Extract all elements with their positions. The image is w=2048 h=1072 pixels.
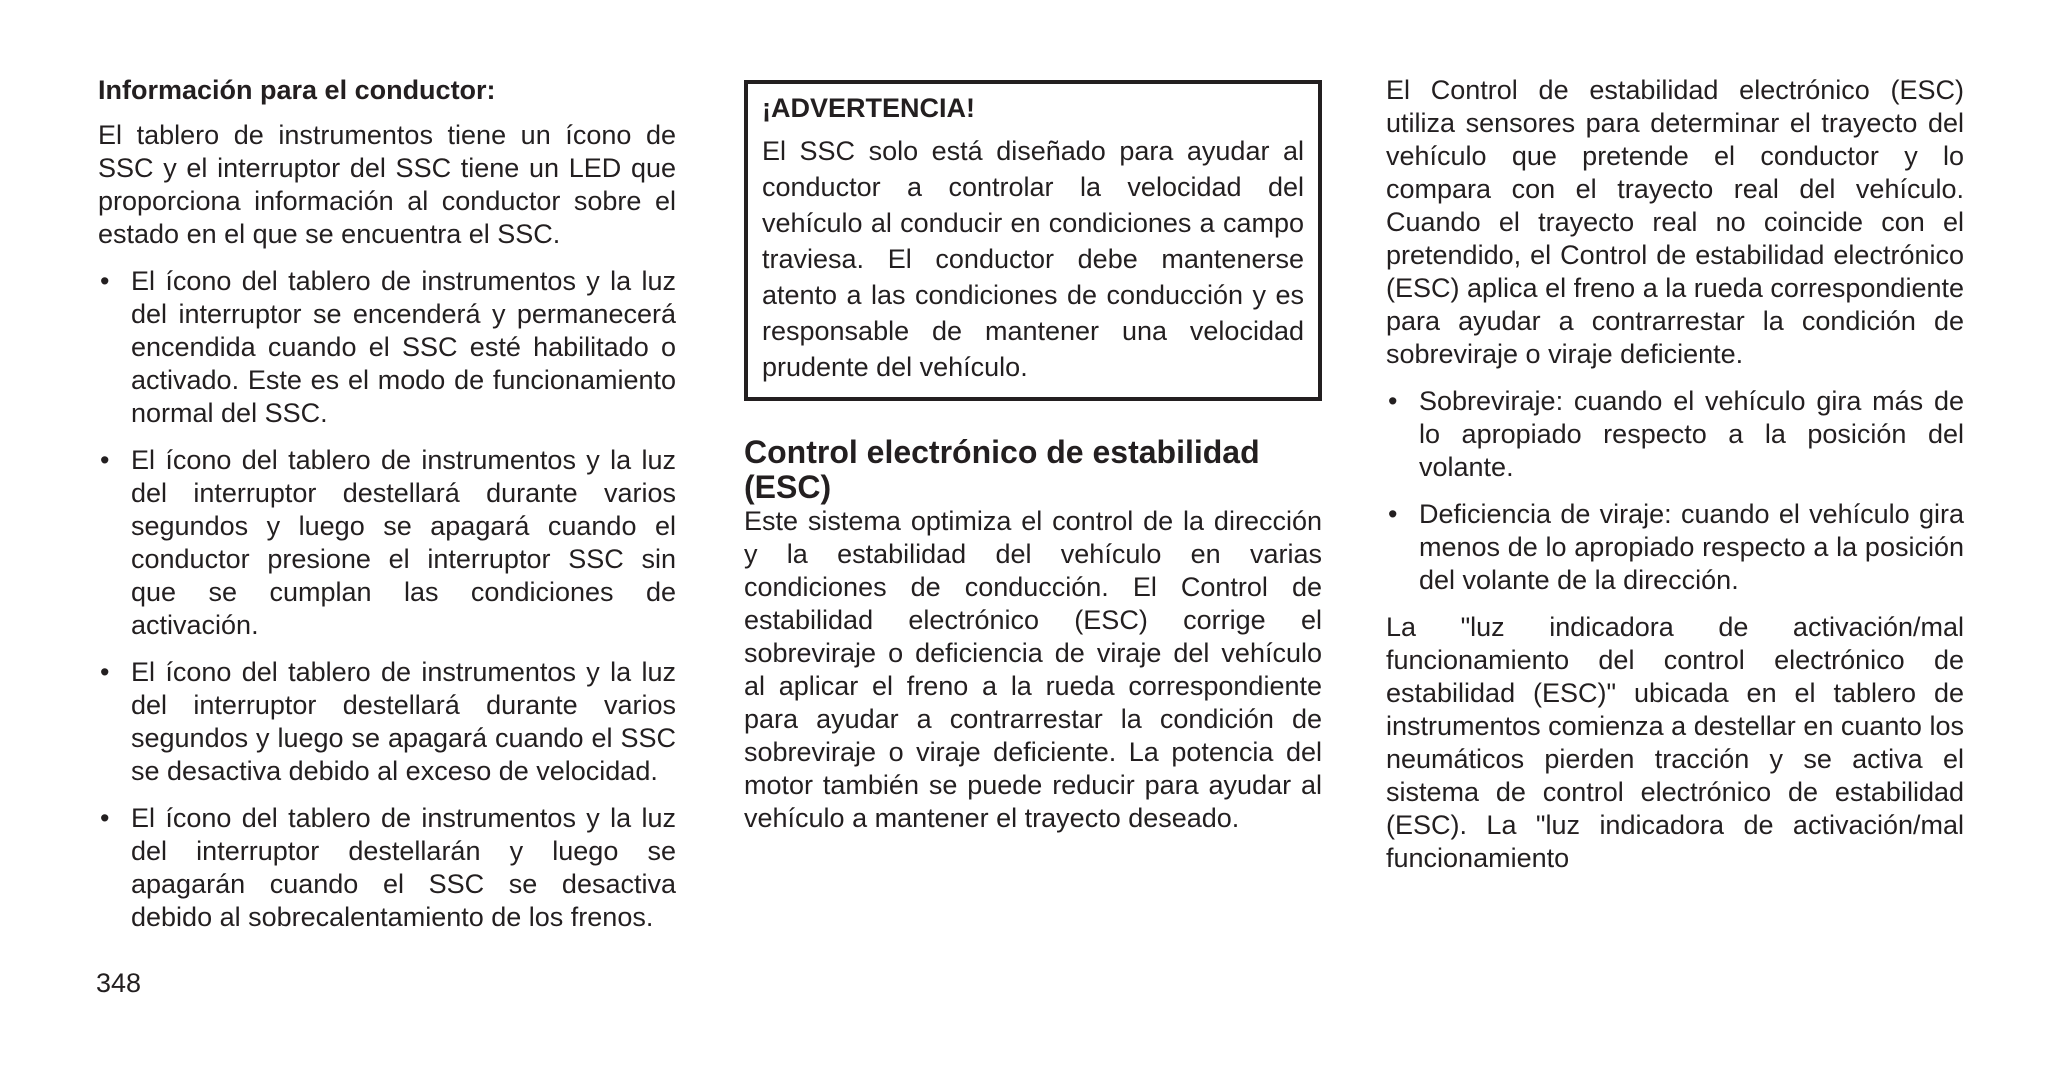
left-column xyxy=(98,74,676,948)
list-item-text: El ícono del tablero de instrumentos y la luz del interruptor destellará durante varios segundos y luego se apagará cuando el SSC se desactiva debido al exceso de velocidad. xyxy=(131,657,676,786)
list-item-text: El ícono del tablero de instrumentos y la luz del interruptor se encenderá y permanecerá encendida cuando el SSC esté habilitado o activado. Este es el modo de funcionamiento normal del SSC. xyxy=(131,266,676,428)
right-column xyxy=(1386,74,1964,875)
esc-intro: El Control de estabilidad electrónico (ESC) utiliza sensores para determinar el trayecto del vehículo que pretende el conductor y lo compara con el trayecto real del vehículo. Cuando el trayecto real no coincide con el pretendido, el Control de estabilidad electrónico (ESC) aplica el freno a la rueda correspondiente para ayudar a contrarrestar la condición de sobreviraje o viraje deficiente. xyxy=(1386,75,1964,369)
list-item xyxy=(98,265,676,430)
list-item-text: El ícono del tablero de instrumentos y la luz del interruptor destellará durante varios segundos y luego se apagará cuando el conductor presione el interruptor SSC sin que se cumplan las condiciones de activación. xyxy=(131,445,676,640)
bullet-icon: • xyxy=(100,445,110,475)
bullet-icon: • xyxy=(100,803,110,833)
page-number: 348 xyxy=(96,968,142,998)
bullet-icon: • xyxy=(1388,499,1398,529)
warning-title: ¡ADVERTENCIA! xyxy=(762,93,975,123)
list-item-text: Sobreviraje: cuando el vehículo gira más de lo apropiado respecto a la posición del volante. xyxy=(1419,386,1964,482)
list-item xyxy=(98,444,676,642)
esc-section-heading: Control electrónico de estabilidad (ESC) xyxy=(744,434,1260,505)
bullet-icon: • xyxy=(100,266,110,296)
list-item-text: El ícono del tablero de instrumentos y la luz del interruptor destellarán y luego se apagarán cuando el SSC se desactiva debido al sobrecalentamiento de los frenos. xyxy=(131,803,676,932)
esc-section-text: Este sistema optimiza el control de la dirección y la estabilidad del vehículo en varias condiciones de conducción. El Control de estabilidad electrónico (ESC) corrige el sobreviraje o deficiencia de viraje del vehículo al aplicar el freno a la rueda correspondiente para ayudar a contrarrestar la condición de sobreviraje o viraje deficiente. La potencia del motor también se puede reducir para ayudar al vehículo a mantener el trayecto deseado. xyxy=(744,506,1322,833)
list-item xyxy=(1386,385,1964,484)
driver-info-heading: Información para el conductor: xyxy=(98,75,496,105)
list-item xyxy=(98,656,676,788)
list-item xyxy=(1386,498,1964,597)
esc-list xyxy=(1386,385,1964,597)
warning-text: El SSC solo está diseñado para ayudar al conductor a controlar la velocidad del vehículo al conducir en condiciones a campo traviesa. El conductor debe mantenerse atento a las condiciones de conducción y es responsable de mantener una velocidad prudente del vehículo. xyxy=(762,136,1304,382)
bullet-icon: • xyxy=(100,657,110,687)
driver-info-list xyxy=(98,265,676,934)
middle-column xyxy=(744,80,1322,835)
warning-box xyxy=(744,80,1322,401)
bullet-icon: • xyxy=(1388,386,1398,416)
esc-indicator-text: La "luz indicadora de activación/mal funcionamiento del control electrónico de estabilidad (ESC)" ubicada en el tablero de instrumentos comienza a destellar en cuanto los neumáticos pierden tracción y se activa el sistema de control electrónico de estabilidad (ESC). La "luz indicadora de activación/mal funcionamiento xyxy=(1386,612,1964,873)
driver-info-intro: El tablero de instrumentos tiene un ícono de SSC y el interruptor del SSC tiene un LED que proporciona información al conductor sobre el estado en el que se encuentra el SSC. xyxy=(98,120,676,249)
list-item xyxy=(98,802,676,934)
list-item-text: Deficiencia de viraje: cuando el vehículo gira menos de lo apropiado respecto a la posición del volante de la dirección. xyxy=(1419,499,1964,595)
